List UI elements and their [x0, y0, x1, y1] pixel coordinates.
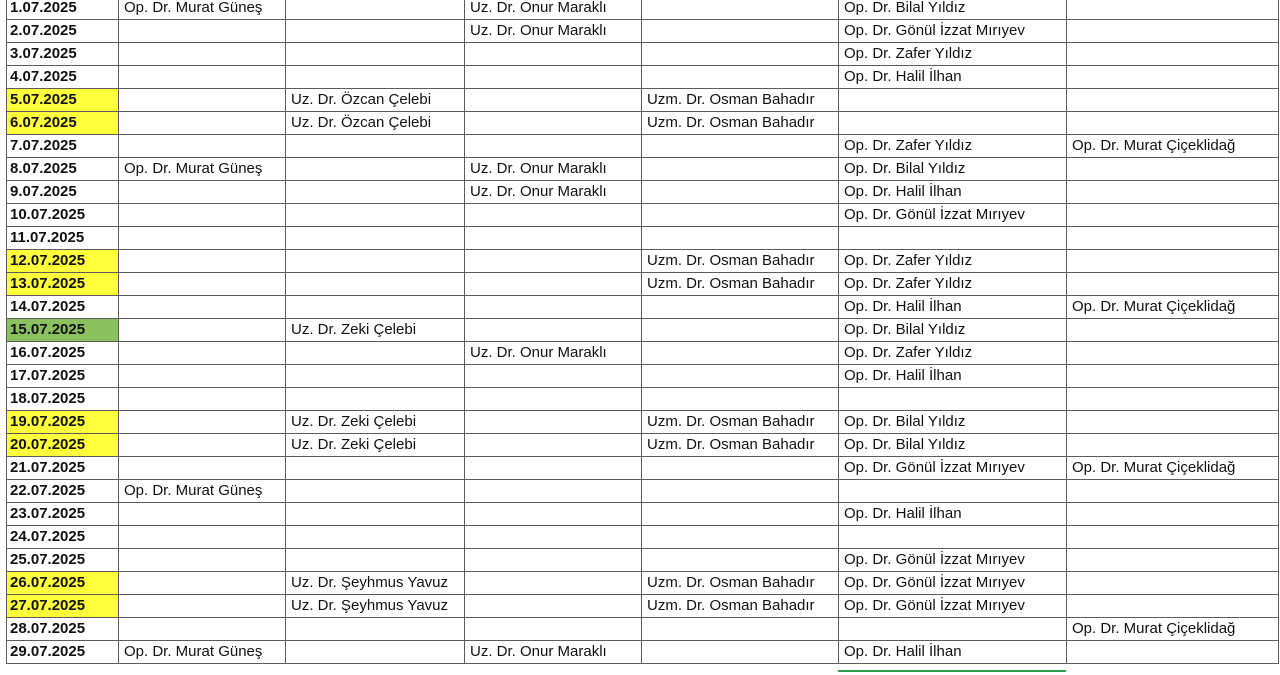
table-row [7, 365, 1279, 388]
doctor-cell-col-5[interactable]: Op. Dr. Bilal Yıldız [839, 0, 1067, 20]
doctor-cell-col-5[interactable]: Op. Dr. Zafer Yıldız [839, 43, 1067, 66]
doctor-cell-col-2[interactable]: Uz. Dr. Zeki Çelebi [286, 319, 465, 342]
doctor-cell-col-1[interactable] [119, 549, 286, 572]
doctor-cell-col-4[interactable]: Uzm. Dr. Osman Bahadır [642, 250, 839, 273]
date-cell[interactable]: 4.07.2025 [7, 66, 119, 89]
cell-selection-border [838, 670, 1066, 672]
doctor-cell-col-4[interactable]: Uzm. Dr. Osman Bahadır [642, 572, 839, 595]
doctor-cell-col-6[interactable] [1067, 572, 1279, 595]
doctor-cell-col-5[interactable]: Op. Dr. Gönül İzzat Mırıyev [839, 20, 1067, 43]
doctor-cell-col-3[interactable] [465, 89, 642, 112]
doctor-cell-col-3[interactable]: Uz. Dr. Onur Maraklı [465, 20, 642, 43]
doctor-cell-col-5[interactable] [839, 480, 1067, 503]
doctor-cell-col-6[interactable] [1067, 595, 1279, 618]
doctor-cell-col-5[interactable] [839, 89, 1067, 112]
doctor-cell-col-6[interactable] [1067, 434, 1279, 457]
doctor-cell-col-1[interactable] [119, 250, 286, 273]
doctor-cell-col-1[interactable] [119, 618, 286, 641]
date-cell[interactable]: 12.07.2025 [7, 250, 119, 273]
doctor-cell-col-1[interactable] [119, 273, 286, 296]
doctor-cell-col-6[interactable] [1067, 503, 1279, 526]
doctor-cell-col-1[interactable] [119, 43, 286, 66]
date-cell[interactable]: 3.07.2025 [7, 43, 119, 66]
doctor-cell-col-4[interactable]: Uzm. Dr. Osman Bahadır [642, 434, 839, 457]
doctor-cell-col-6[interactable] [1067, 0, 1279, 20]
doctor-cell-col-1[interactable] [119, 112, 286, 135]
doctor-cell-col-5[interactable]: Op. Dr. Bilal Yıldız [839, 411, 1067, 434]
table-row [7, 319, 1279, 342]
doctor-cell-col-3[interactable]: Uz. Dr. Onur Maraklı [465, 342, 642, 365]
doctor-cell-col-6[interactable] [1067, 549, 1279, 572]
date-cell[interactable]: 26.07.2025 [7, 572, 119, 595]
doctor-cell-col-3[interactable] [465, 503, 642, 526]
table-row [7, 135, 1279, 158]
doctor-cell-col-4[interactable]: Uzm. Dr. Osman Bahadır [642, 595, 839, 618]
doctor-cell-col-6[interactable] [1067, 89, 1279, 112]
doctor-cell-col-1[interactable] [119, 526, 286, 549]
table-row [7, 89, 1279, 112]
doctor-cell-col-5[interactable] [839, 618, 1067, 641]
date-cell[interactable]: 10.07.2025 [7, 204, 119, 227]
doctor-cell-col-2[interactable]: Uz. Dr. Şeyhmus Yavuz [286, 595, 465, 618]
doctor-cell-col-1[interactable] [119, 296, 286, 319]
table-row [7, 503, 1279, 526]
doctor-cell-col-4[interactable] [642, 204, 839, 227]
date-cell[interactable]: 18.07.2025 [7, 388, 119, 411]
doctor-cell-col-2[interactable] [286, 273, 465, 296]
table-row [7, 158, 1279, 181]
doctor-cell-col-5[interactable]: Op. Dr. Halil İlhan [839, 365, 1067, 388]
doctor-cell-col-6[interactable]: Op. Dr. Murat Çiçeklidağ [1067, 457, 1279, 480]
doctor-cell-col-6[interactable] [1067, 388, 1279, 411]
doctor-cell-col-1[interactable] [119, 89, 286, 112]
doctor-cell-col-3[interactable]: Uz. Dr. Onur Maraklı [465, 0, 642, 20]
date-cell[interactable]: 2.07.2025 [7, 20, 119, 43]
doctor-cell-col-5[interactable]: Op. Dr. Zafer Yıldız [839, 135, 1067, 158]
doctor-cell-col-6[interactable] [1067, 641, 1279, 664]
doctor-cell-col-2[interactable] [286, 43, 465, 66]
doctor-cell-col-2[interactable] [286, 181, 465, 204]
table-row [7, 342, 1279, 365]
doctor-cell-col-1[interactable] [119, 135, 286, 158]
doctor-cell-col-1[interactable] [119, 319, 286, 342]
table-row [7, 43, 1279, 66]
date-cell[interactable]: 21.07.2025 [7, 457, 119, 480]
doctor-cell-col-1[interactable]: Op. Dr. Murat Güneş [119, 0, 286, 20]
table-row [7, 411, 1279, 434]
doctor-cell-col-1[interactable] [119, 20, 286, 43]
doctor-cell-col-1[interactable] [119, 204, 286, 227]
doctor-cell-col-3[interactable] [465, 319, 642, 342]
table-row [7, 526, 1279, 549]
date-cell[interactable]: 13.07.2025 [7, 273, 119, 296]
date-cell[interactable]: 5.07.2025 [7, 89, 119, 112]
doctor-cell-col-2[interactable]: Uz. Dr. Zeki Çelebi [286, 411, 465, 434]
doctor-cell-col-4[interactable] [642, 135, 839, 158]
doctor-cell-col-5[interactable]: Op. Dr. Gönül İzzat Mırıyev [839, 572, 1067, 595]
doctor-cell-col-4[interactable] [642, 158, 839, 181]
doctor-cell-col-5[interactable]: Op. Dr. Bilal Yıldız [839, 319, 1067, 342]
doctor-cell-col-4[interactable] [642, 503, 839, 526]
doctor-cell-col-2[interactable] [286, 549, 465, 572]
doctor-cell-col-4[interactable] [642, 342, 839, 365]
doctor-cell-col-3[interactable] [465, 66, 642, 89]
doctor-cell-col-6[interactable] [1067, 342, 1279, 365]
doctor-cell-col-2[interactable] [286, 618, 465, 641]
table-row [7, 296, 1279, 319]
table-row [7, 480, 1279, 503]
date-cell[interactable]: 14.07.2025 [7, 296, 119, 319]
table-row [7, 572, 1279, 595]
doctor-cell-col-2[interactable] [286, 641, 465, 664]
doctor-cell-col-3[interactable]: Uz. Dr. Onur Maraklı [465, 158, 642, 181]
doctor-cell-col-5[interactable]: Op. Dr. Zafer Yıldız [839, 273, 1067, 296]
date-cell[interactable]: 28.07.2025 [7, 618, 119, 641]
doctor-cell-col-4[interactable] [642, 365, 839, 388]
table-row [7, 181, 1279, 204]
doctor-cell-col-2[interactable] [286, 227, 465, 250]
doctor-cell-col-5[interactable]: Op. Dr. Bilal Yıldız [839, 158, 1067, 181]
doctor-cell-col-2[interactable] [286, 480, 465, 503]
doctor-cell-col-4[interactable]: Uzm. Dr. Osman Bahadır [642, 112, 839, 135]
doctor-cell-col-2[interactable]: Uz. Dr. Zeki Çelebi [286, 434, 465, 457]
date-cell[interactable]: 6.07.2025 [7, 112, 119, 135]
doctor-cell-col-1[interactable] [119, 595, 286, 618]
doctor-cell-col-6[interactable] [1067, 43, 1279, 66]
doctor-cell-col-1[interactable] [119, 388, 286, 411]
date-cell[interactable]: 15.07.2025 [7, 319, 119, 342]
date-cell[interactable]: 7.07.2025 [7, 135, 119, 158]
doctor-cell-col-6[interactable] [1067, 526, 1279, 549]
doctor-cell-col-2[interactable] [286, 388, 465, 411]
doctor-cell-col-1[interactable] [119, 227, 286, 250]
doctor-cell-col-3[interactable] [465, 296, 642, 319]
date-cell[interactable]: 17.07.2025 [7, 365, 119, 388]
doctor-cell-col-5[interactable]: Op. Dr. Zafer Yıldız [839, 342, 1067, 365]
doctor-cell-col-4[interactable] [642, 43, 839, 66]
doctor-cell-col-4[interactable] [642, 388, 839, 411]
doctor-cell-col-6[interactable] [1067, 66, 1279, 89]
doctor-cell-col-3[interactable] [465, 618, 642, 641]
date-cell[interactable]: 25.07.2025 [7, 549, 119, 572]
doctor-cell-col-5[interactable] [839, 112, 1067, 135]
doctor-cell-col-4[interactable] [642, 618, 839, 641]
doctor-cell-col-3[interactable] [465, 411, 642, 434]
doctor-cell-col-5[interactable]: Op. Dr. Halil İlhan [839, 181, 1067, 204]
doctor-cell-col-3[interactable] [465, 135, 642, 158]
table-row [7, 0, 1279, 20]
doctor-cell-col-2[interactable] [286, 0, 465, 20]
doctor-cell-col-5[interactable] [839, 388, 1067, 411]
doctor-cell-col-1[interactable] [119, 411, 286, 434]
table-row [7, 595, 1279, 618]
doctor-cell-col-2[interactable] [286, 526, 465, 549]
doctor-cell-col-5[interactable]: Op. Dr. Gönül İzzat Mırıyev [839, 204, 1067, 227]
doctor-cell-col-3[interactable] [465, 273, 642, 296]
table-row [7, 66, 1279, 89]
table-row [7, 273, 1279, 296]
doctor-cell-col-4[interactable]: Uzm. Dr. Osman Bahadır [642, 89, 839, 112]
doctor-cell-col-3[interactable] [465, 227, 642, 250]
doctor-cell-col-6[interactable] [1067, 181, 1279, 204]
doctor-cell-col-6[interactable] [1067, 204, 1279, 227]
table-row [7, 112, 1279, 135]
doctor-cell-col-1[interactable] [119, 181, 286, 204]
date-cell[interactable]: 23.07.2025 [7, 503, 119, 526]
date-cell[interactable]: 27.07.2025 [7, 595, 119, 618]
doctor-cell-col-2[interactable]: Uz. Dr. Özcan Çelebi [286, 89, 465, 112]
doctor-cell-col-1[interactable]: Op. Dr. Murat Güneş [119, 158, 286, 181]
doctor-cell-col-6[interactable]: Op. Dr. Murat Çiçeklidağ [1067, 296, 1279, 319]
table-row [7, 457, 1279, 480]
doctor-cell-col-4[interactable] [642, 457, 839, 480]
doctor-cell-col-4[interactable]: Uzm. Dr. Osman Bahadır [642, 273, 839, 296]
doctor-cell-col-6[interactable] [1067, 20, 1279, 43]
date-cell[interactable]: 22.07.2025 [7, 480, 119, 503]
doctor-cell-col-2[interactable]: Uz. Dr. Şeyhmus Yavuz [286, 572, 465, 595]
doctor-cell-col-3[interactable] [465, 43, 642, 66]
doctor-cell-col-6[interactable] [1067, 411, 1279, 434]
schedule-rows [7, 0, 1279, 664]
table-row [7, 434, 1279, 457]
doctor-cell-col-1[interactable] [119, 457, 286, 480]
doctor-cell-col-2[interactable] [286, 20, 465, 43]
doctor-cell-col-5[interactable]: Op. Dr. Zafer Yıldız [839, 250, 1067, 273]
doctor-cell-col-1[interactable] [119, 365, 286, 388]
doctor-cell-col-4[interactable] [642, 20, 839, 43]
doctor-cell-col-3[interactable] [465, 204, 642, 227]
doctor-cell-col-1[interactable] [119, 572, 286, 595]
doctor-cell-col-4[interactable] [642, 66, 839, 89]
doctor-cell-col-6[interactable] [1067, 227, 1279, 250]
doctor-cell-col-6[interactable] [1067, 158, 1279, 181]
doctor-cell-col-4[interactable] [642, 227, 839, 250]
doctor-cell-col-6[interactable] [1067, 112, 1279, 135]
date-cell[interactable]: 29.07.2025 [7, 641, 119, 664]
doctor-cell-col-4[interactable] [642, 641, 839, 664]
doctor-cell-col-3[interactable] [465, 112, 642, 135]
doctor-cell-col-5[interactable]: Op. Dr. Halil İlhan [839, 296, 1067, 319]
doctor-cell-col-6[interactable] [1067, 273, 1279, 296]
doctor-cell-col-4[interactable] [642, 0, 839, 20]
doctor-cell-col-1[interactable] [119, 434, 286, 457]
date-cell[interactable]: 9.07.2025 [7, 181, 119, 204]
doctor-cell-col-2[interactable] [286, 457, 465, 480]
doctor-cell-col-1[interactable] [119, 342, 286, 365]
table-row [7, 20, 1279, 43]
table-row [7, 250, 1279, 273]
doctor-cell-col-1[interactable] [119, 503, 286, 526]
date-cell[interactable]: 20.07.2025 [7, 434, 119, 457]
doctor-cell-col-3[interactable] [465, 434, 642, 457]
doctor-cell-col-3[interactable] [465, 480, 642, 503]
doctor-cell-col-1[interactable]: Op. Dr. Murat Güneş [119, 641, 286, 664]
table-row [7, 388, 1279, 411]
doctor-cell-col-1[interactable]: Op. Dr. Murat Güneş [119, 480, 286, 503]
doctor-cell-col-4[interactable] [642, 526, 839, 549]
table-row [7, 227, 1279, 250]
doctor-cell-col-3[interactable] [465, 549, 642, 572]
doctor-cell-col-2[interactable] [286, 296, 465, 319]
doctor-cell-col-4[interactable] [642, 181, 839, 204]
doctor-cell-col-4[interactable] [642, 319, 839, 342]
doctor-cell-col-2[interactable] [286, 204, 465, 227]
doctor-cell-col-3[interactable] [465, 388, 642, 411]
date-cell[interactable]: 1.07.2025 [7, 0, 119, 20]
doctor-cell-col-3[interactable]: Uz. Dr. Onur Maraklı [465, 181, 642, 204]
table-row [7, 641, 1279, 664]
doctor-cell-col-2[interactable] [286, 158, 465, 181]
doctor-cell-col-5[interactable]: Op. Dr. Gönül İzzat Mırıyev [839, 595, 1067, 618]
doctor-cell-col-2[interactable] [286, 135, 465, 158]
doctor-cell-col-4[interactable] [642, 480, 839, 503]
doctor-cell-col-5[interactable]: Op. Dr. Halil İlhan [839, 66, 1067, 89]
doctor-cell-col-5[interactable] [839, 227, 1067, 250]
doctor-cell-col-5[interactable]: Op. Dr. Halil İlhan [839, 503, 1067, 526]
doctor-cell-col-6[interactable] [1067, 480, 1279, 503]
doctor-cell-col-3[interactable] [465, 365, 642, 388]
doctor-cell-col-3[interactable] [465, 595, 642, 618]
duty-schedule-table [6, 0, 1279, 664]
date-cell[interactable]: 8.07.2025 [7, 158, 119, 181]
date-cell[interactable]: 16.07.2025 [7, 342, 119, 365]
doctor-cell-col-2[interactable] [286, 66, 465, 89]
doctor-cell-col-6[interactable] [1067, 250, 1279, 273]
doctor-cell-col-6[interactable] [1067, 319, 1279, 342]
date-cell[interactable]: 19.07.2025 [7, 411, 119, 434]
doctor-cell-col-2[interactable] [286, 503, 465, 526]
doctor-cell-col-2[interactable] [286, 250, 465, 273]
doctor-cell-col-2[interactable] [286, 342, 465, 365]
doctor-cell-col-2[interactable] [286, 365, 465, 388]
doctor-cell-col-3[interactable] [465, 526, 642, 549]
table-row [7, 204, 1279, 227]
doctor-cell-col-1[interactable] [119, 66, 286, 89]
doctor-cell-col-3[interactable] [465, 572, 642, 595]
table-row [7, 618, 1279, 641]
doctor-cell-col-5[interactable] [839, 526, 1067, 549]
doctor-cell-col-6[interactable]: Op. Dr. Murat Çiçeklidağ [1067, 135, 1279, 158]
doctor-cell-col-6[interactable] [1067, 365, 1279, 388]
doctor-cell-col-5[interactable]: Op. Dr. Halil İlhan [839, 641, 1067, 664]
doctor-cell-col-3[interactable] [465, 457, 642, 480]
table-row [7, 549, 1279, 572]
doctor-cell-col-6[interactable]: Op. Dr. Murat Çiçeklidağ [1067, 618, 1279, 641]
doctor-cell-col-3[interactable]: Uz. Dr. Onur Maraklı [465, 641, 642, 664]
doctor-cell-col-5[interactable]: Op. Dr. Bilal Yıldız [839, 434, 1067, 457]
doctor-cell-col-2[interactable]: Uz. Dr. Özcan Çelebi [286, 112, 465, 135]
doctor-cell-col-5[interactable]: Op. Dr. Gönül İzzat Mırıyev [839, 457, 1067, 480]
date-cell[interactable]: 24.07.2025 [7, 526, 119, 549]
doctor-cell-col-4[interactable] [642, 549, 839, 572]
doctor-cell-col-4[interactable] [642, 296, 839, 319]
doctor-cell-col-3[interactable] [465, 250, 642, 273]
doctor-cell-col-5[interactable]: Op. Dr. Gönül İzzat Mırıyev [839, 549, 1067, 572]
doctor-cell-col-4[interactable]: Uzm. Dr. Osman Bahadır [642, 411, 839, 434]
date-cell[interactable]: 11.07.2025 [7, 227, 119, 250]
